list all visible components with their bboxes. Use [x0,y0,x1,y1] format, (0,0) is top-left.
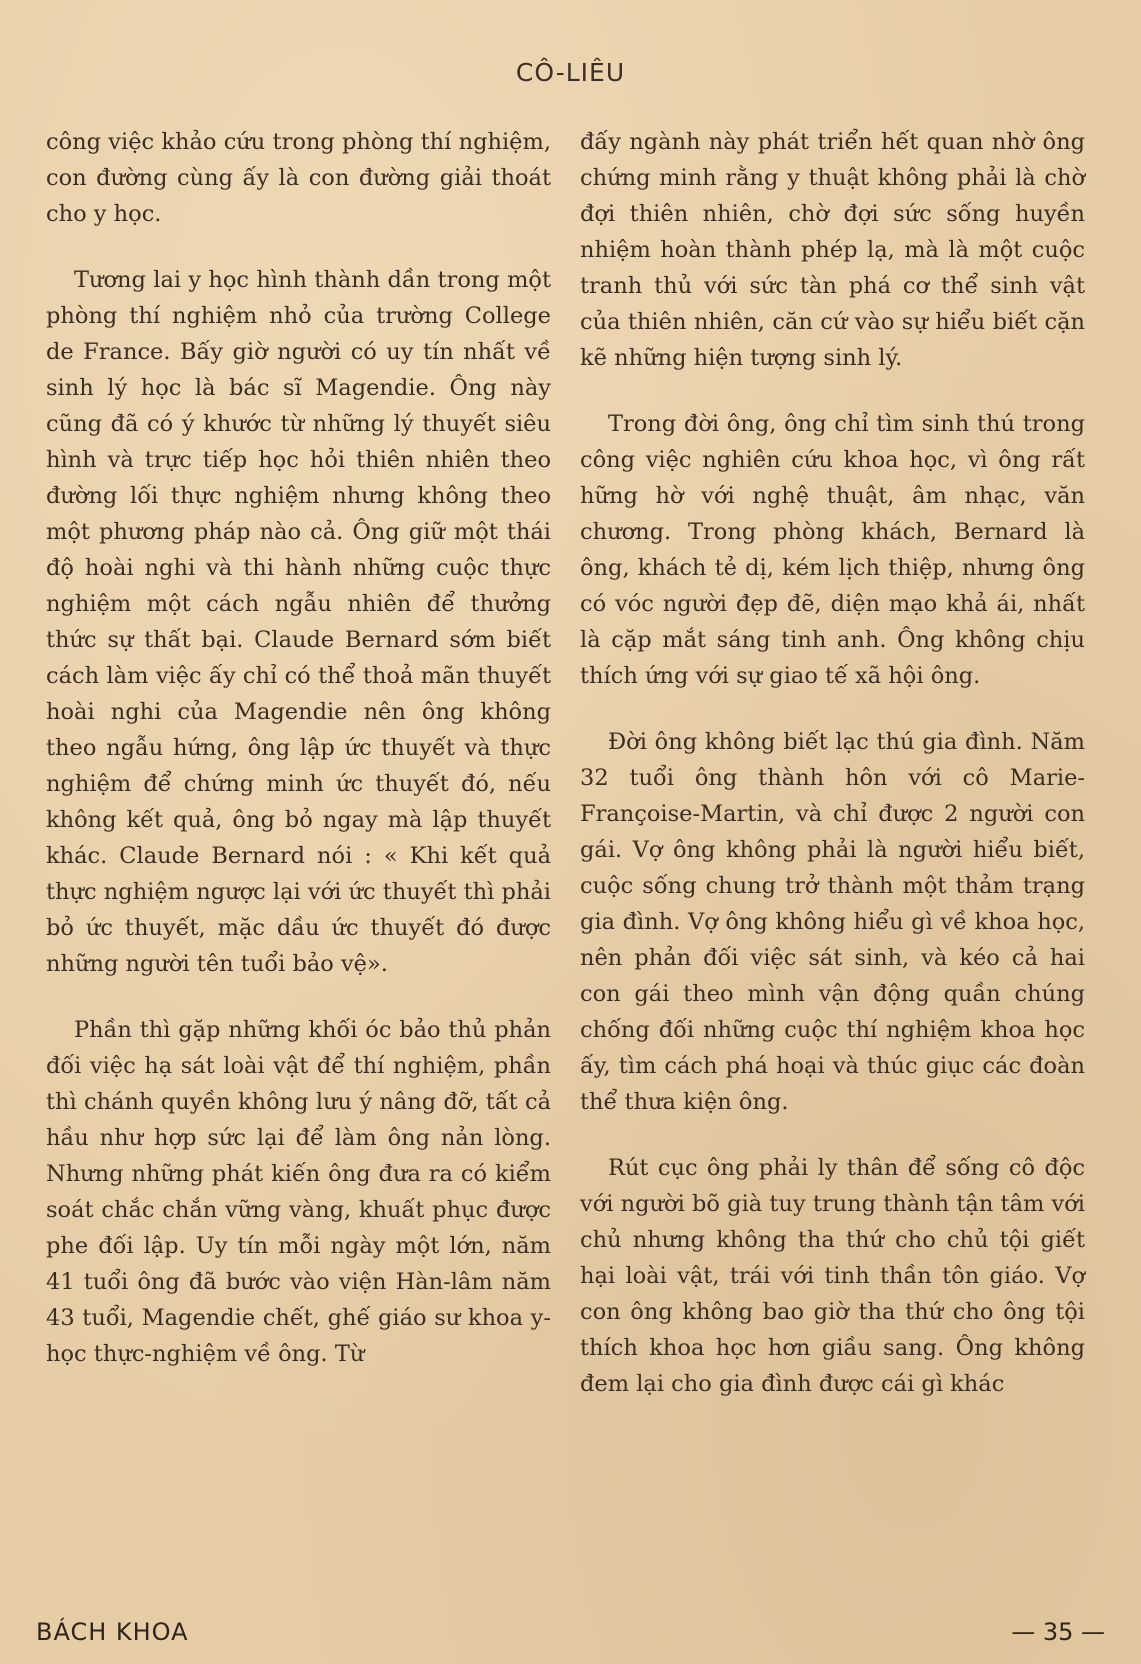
paragraph: Phần thì gặp những khối óc bảo thủ phản đối việc hạ sát loài vật để thí nghiệm, phần thì chánh quyền không lưu ý nâng đỡ, tất cả hầu như hợp sức lại để làm ông nản lòng. Nhưng những phát kiến ông đưa ra có kiểm soát chắc chắn vững vàng, khuất phục được phe đối lập. Uy tín mỗi ngày một lớn, năm 41 tuổi ông đã bước vào viện Hàn-lâm năm 43 tuổi, Magendie chết, ghế giáo sư khoa y-học thực-nghiệm về ông. Từ [46,1017,551,1367]
paragraph: Trong đời ông, ông chỉ tìm sinh thú trong công việc nghiên cứu khoa học, vì ông rất hững hờ với nghệ thuật, âm nhạc, văn chương. Trong phòng khách, Bernard là ông, khách tẻ dị, kém lịch thiệp, nhưng ông có vóc người đẹp đẽ, diện mạo khả ái, nhất là cặp mắt sáng tinh anh. Ông không chịu thích ứng với sự giao tế xã hội ông. [580,411,1085,689]
magazine-name: BÁCH KHOA [36,1618,189,1646]
left-column [46,124,551,1372]
running-title: CÔ-LIÊU [515,58,626,87]
right-column [580,124,1085,1402]
page-footer [0,1618,1141,1654]
paragraph: Đời ông không biết lạc thú gia đình. Năm 32 tuổi ông thành hôn với cô Marie-Françoise-Martin, và chỉ được 2 người con gái. Vợ ông không phải là người hiểu biết, cuộc sống chung trở thành một thảm trạng gia đình. Vợ ông không hiểu gì về khoa học, nên phản đối việc sát sinh, và kéo cả hai con gái theo mình vận động quần chúng chống đối những cuộc thí nghiệm khoa học ấy, tìm cách phá hoại và thúc giục các đoàn thể thưa kiện ông. [580,729,1085,1115]
paragraph: đấy ngành này phát triển hết quan nhờ ông chứng minh rằng y thuật không phải là chờ đợi thiên nhiên, chờ đợi sức sống huyền nhiệm hoàn thành phép lạ, mà là một cuộc tranh thủ với sức tàn phá cơ thể sinh vật của thiên nhiên, căn cứ vào sự hiểu biết cặn kẽ những hiện tượng sinh lý. [580,129,1085,371]
paragraph: công việc khảo cứu trong phòng thí nghiệm, con đường cùng ấy là con đường giải thoát cho y học. [46,129,551,227]
paragraph: Tương lai y học hình thành dần trong một phòng thí nghiệm nhỏ của trường College de France. Bấy giờ người có uy tín nhất về sinh lý học là bác sĩ Magendie. Ông này cũng đã có ý khước từ những lý thuyết siêu hình và trực tiếp học hỏi thiên nhiên theo đường lối thực nghiệm nhưng không theo một phương pháp nào cả. Ông giữ một thái độ hoài nghi và thi hành những cuộc thực nghiệm một cách ngẫu nhiên để thưởng thức sự thất bại. Claude Bernard sớm biết cách làm việc ấy chỉ có thể thoả mãn thuyết hoài nghi của Magendie nên ông không theo ngẫu hứng, ông lập ức thuyết và thực nghiệm để chứng minh ức thuyết đó, nếu không kết quả, ông bỏ ngay mà lập thuyết khác. Claude Bernard nói : « Khi kết quả thực nghiệm ngược lại với ức thuyết thì phải bỏ ức thuyết, mặc dầu ức thuyết đó được những người tên tuổi bảo vệ». [46,267,551,977]
page-number: — 35 — [1011,1618,1105,1646]
paragraph: Rút cục ông phải ly thân để sống cô độc với người bõ già tuy trung thành tận tâm với chủ nhưng không tha thứ cho chủ tội giết hại loài vật, trái với tinh thần tôn giáo. Vợ con ông không bao giờ tha thứ cho ông tội thích khoa học hơn giầu sang. Ông không đem lại cho gia đình được cái gì khác [580,1155,1085,1397]
